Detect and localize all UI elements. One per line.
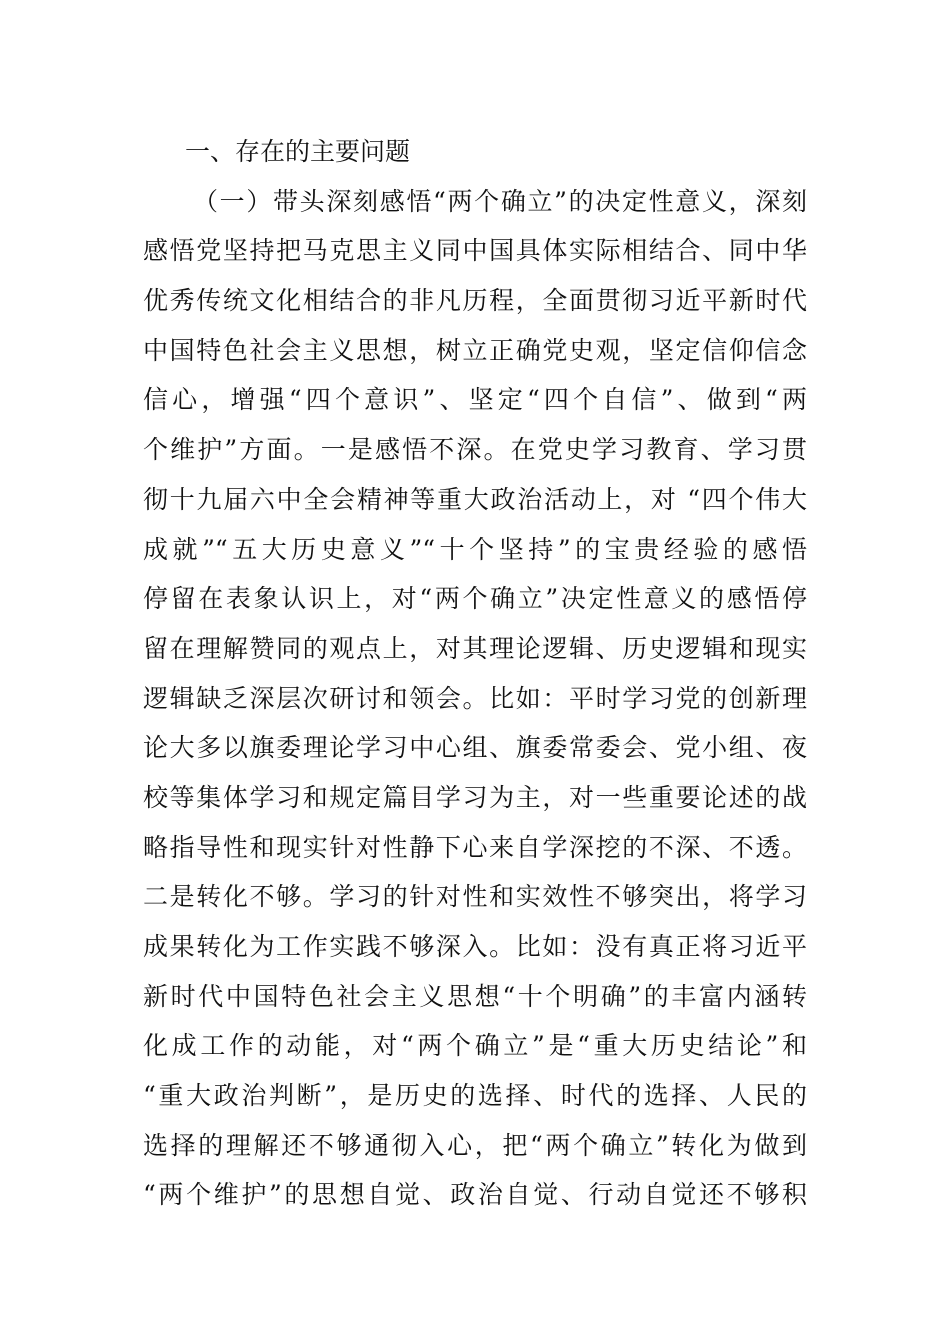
document-body (143, 127, 807, 1220)
paragraph-line: 新时代中国特色社会主义思想“十个明确”的丰富内涵转 (143, 981, 807, 1011)
paragraph-line: 成就”“五大历史意义”“十个坚持”的宝贵经验的感悟 (143, 534, 807, 564)
paragraph-line: 信心，增强“四个意识”、坚定“四个自信”、做到“两 (143, 385, 807, 415)
paragraph-line: 成果转化为工作实践不够深入。比如：没有真正将习近平 (143, 932, 807, 961)
paragraph-line: 略指导性和现实针对性静下心来自学深挖的不深、不透。 (143, 832, 807, 862)
paragraph-line: 优秀传统文化相结合的非凡历程，全面贯彻习近平新时代 (143, 286, 807, 316)
paragraph-line: 二是转化不够。学习的针对性和实效性不够突出，将学习 (143, 882, 807, 912)
paragraph-line: “重大政治判断”，是历史的选择、时代的选择、人民的 (143, 1081, 807, 1111)
paragraph-line: “两个维护”的思想自觉、政治自觉、行动自觉还不够积 (143, 1180, 807, 1210)
paragraph-line: 彻十九届六中全会精神等重大政治活动上，对 “四个伟大 (143, 484, 807, 514)
section-heading: 一、存在的主要问题 (185, 137, 411, 166)
paragraph-line: 感悟党坚持把马克思主义同中国具体实际相结合、同中华 (143, 236, 807, 266)
paragraph-line: 逻辑缺乏深层次研讨和领会。比如：平时学习党的创新理 (143, 683, 807, 713)
paragraph-line: 化成工作的动能，对“两个确立”是“重大历史结论”和 (143, 1031, 807, 1061)
paragraph-line: 选择的理解还不够通彻入心，把“两个确立”转化为做到 (143, 1130, 807, 1160)
paragraph-line: 论大多以旗委理论学习中心组、旗委常委会、党小组、夜 (143, 733, 807, 763)
paragraph-line: 中国特色社会主义思想，树立正确党史观，坚定信仰信念 (143, 335, 807, 365)
paragraph-line: 个维护”方面。一是感悟不深。在党史学习教育、学习贯 (143, 435, 807, 465)
paragraph-line: 留在理解赞同的观点上，对其理论逻辑、历史逻辑和现实 (143, 633, 807, 663)
paragraph-line: （一）带头深刻感悟“两个确立”的决定性意义，深刻 (193, 186, 807, 216)
paragraph-line: 停留在表象认识上，对“两个确立”决定性意义的感悟停 (143, 584, 807, 614)
paragraph-line: 校等集体学习和规定篇目学习为主，对一些重要论述的战 (143, 782, 807, 812)
